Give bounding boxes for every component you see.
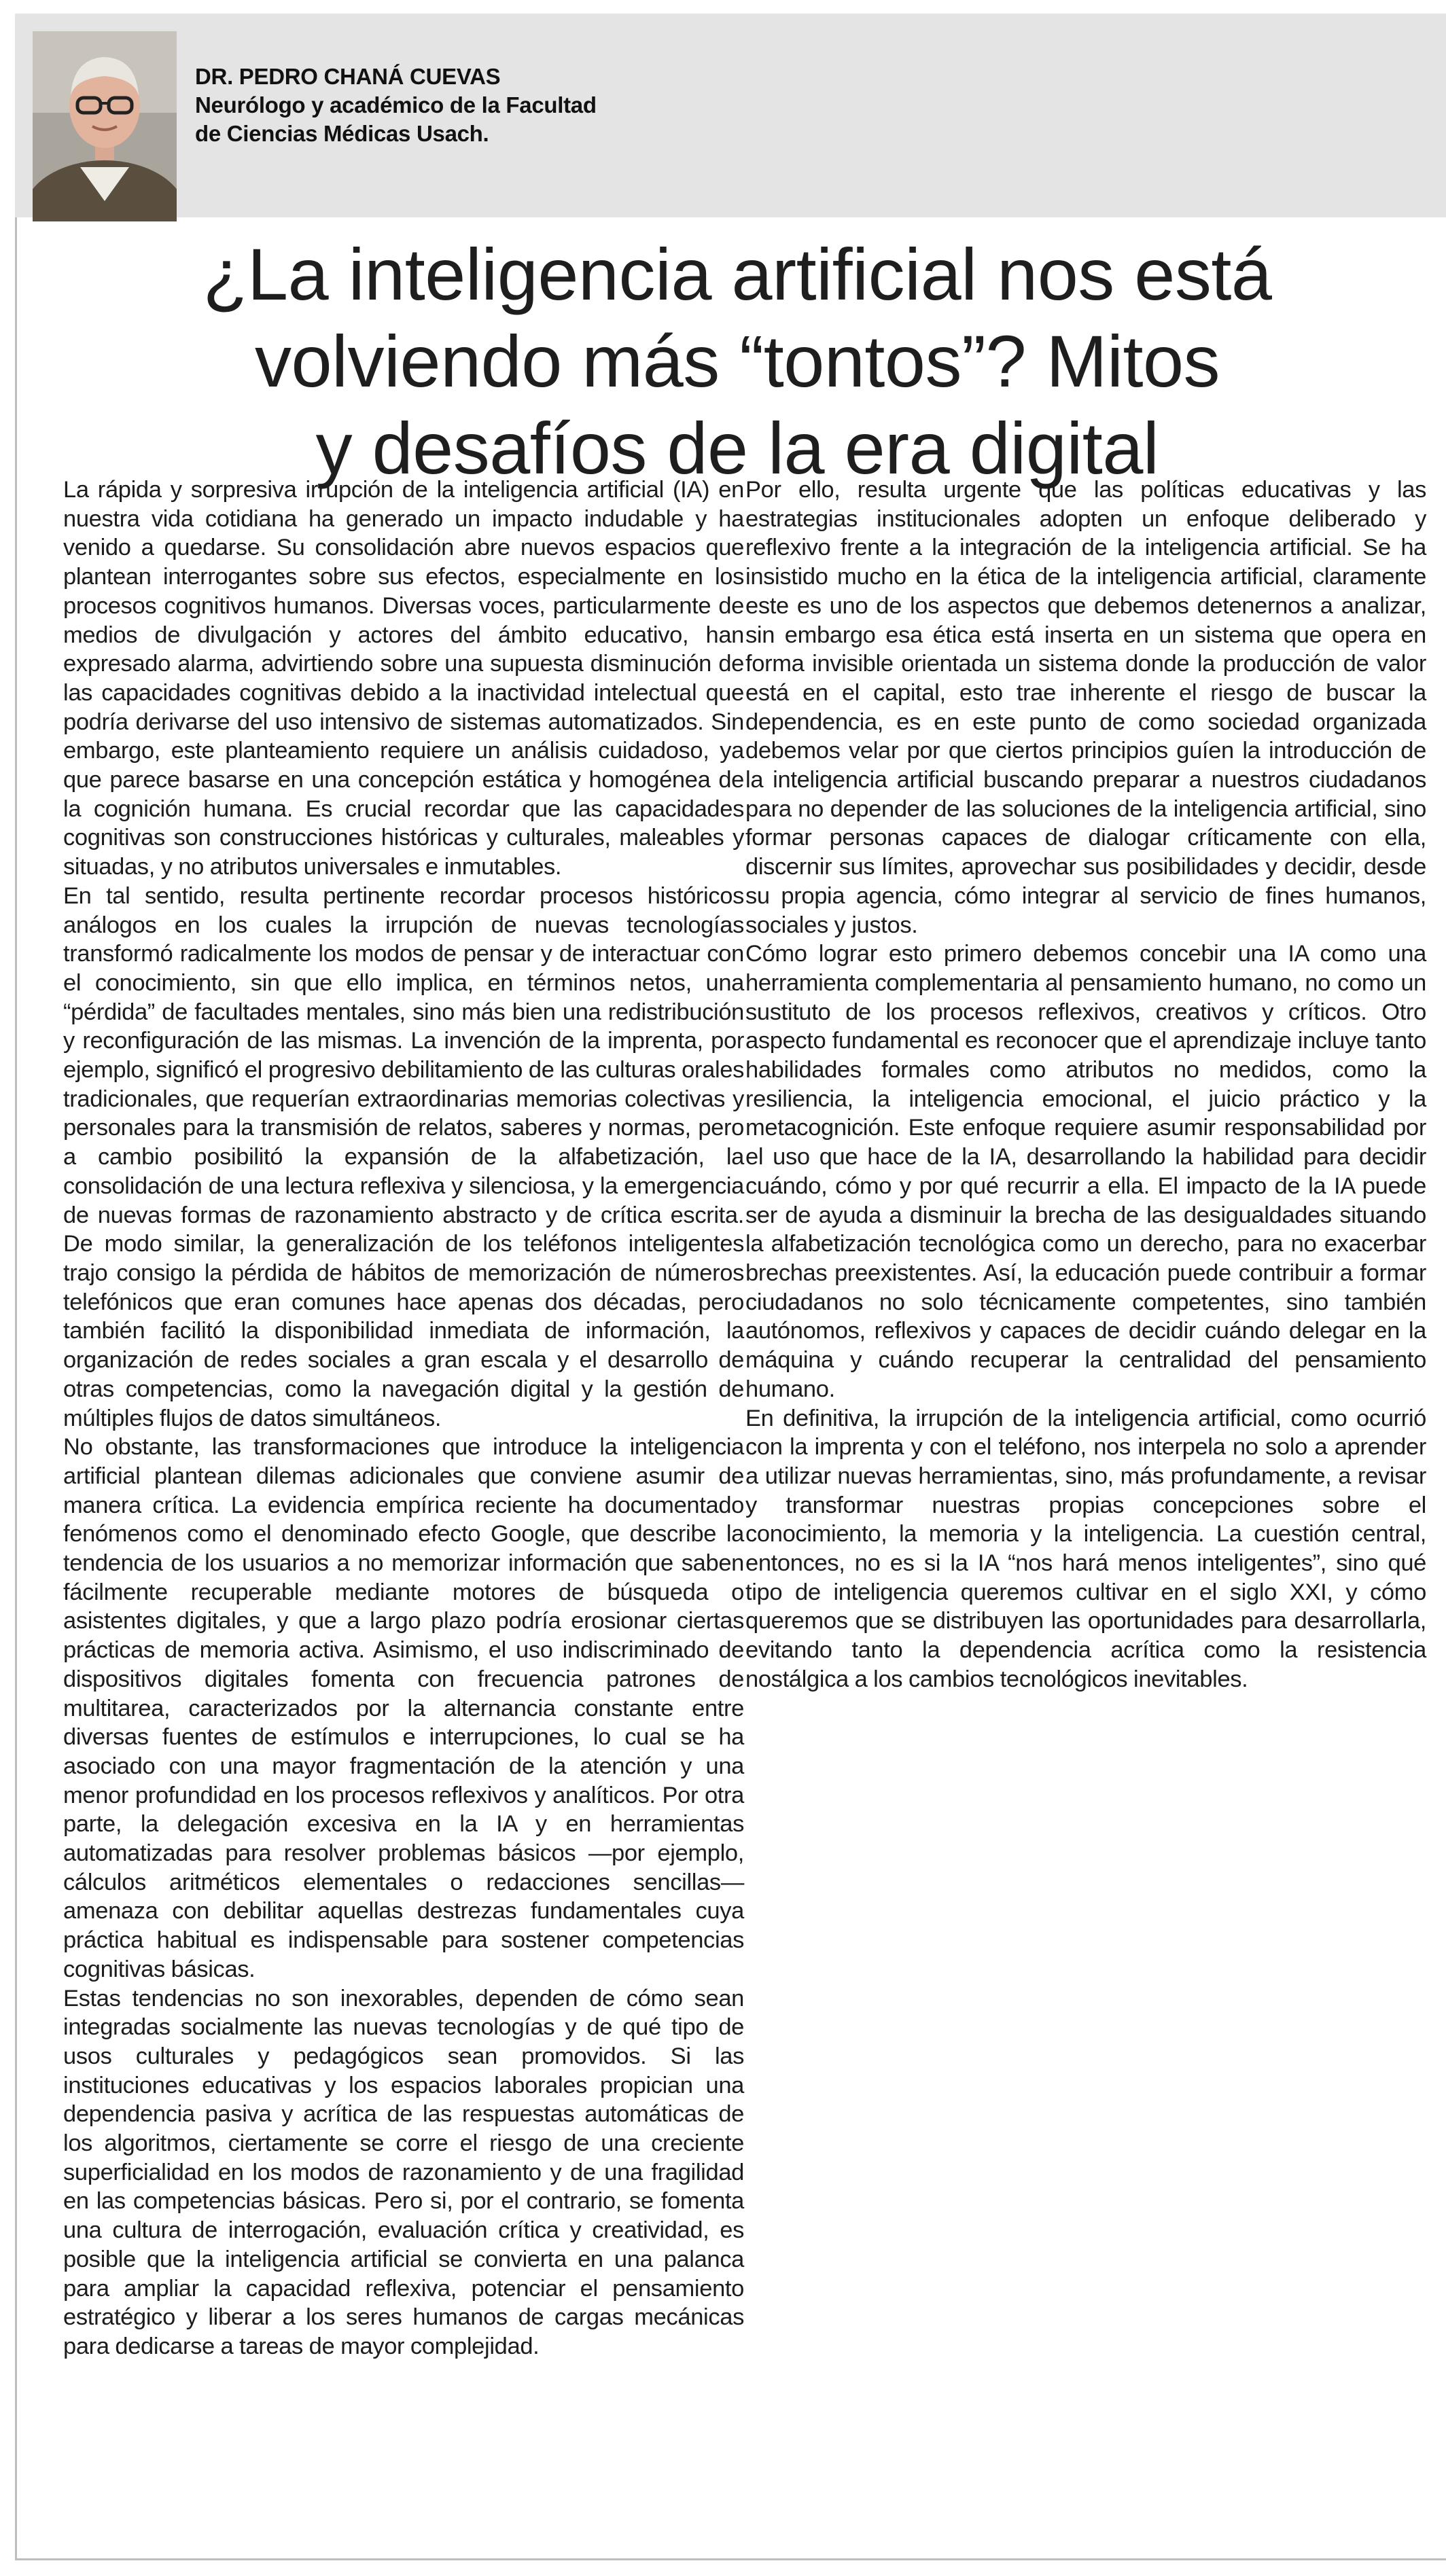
author-photo <box>33 31 177 221</box>
headline-line-1: ¿La inteligencia artificial nos está <box>202 233 1272 315</box>
author-name: DR. PEDRO CHANÁ CUEVAS <box>195 64 501 89</box>
body-paragraph-3: No obstante, las transformaciones que introduce la inteligencia artificial plantean dilemas adicionales que conviene asumir de manera crítica. La evidencia empírica reciente ha documentado fenómenos como el denominado efecto Google, que describe la tendencia de los usuarios a no memorizar información que saben fácilmente recuperable mediante motores de búsqueda o asistentes digitales, y que a largo plazo podría erosionar ciertas prácticas de memoria activa. Asimismo, el uso indiscriminado de dispositivos digitales fomenta con frecuencia patrones de multitarea, caracterizados por la alternancia constante entre diversas fuentes de estímulos e interrupciones, lo cual se ha asociado con una mayor fragmentación de la atención y una menor profundidad en los procesos reflexivos y analíticos. Por otra parte, la delegación excesiva en la IA y en herramientas automatizadas para resolver problemas básicos —por ejemplo, cálculos aritméticos elementales o redacciones sencillas— amenaza con debilitar aquellas destrezas fundamentales cuya práctica habitual es indispensable para sostener competencias cognitivas básicas. <box>63 1434 744 1982</box>
author-portrait-icon <box>33 31 177 221</box>
body-paragraph-5: Por ello, resulta urgente que las políticas educativas y las estrategias institucionales adopten un enfoque deliberado y reflexivo frente a la integración de la inteligencia artificial. Se ha insistido mucho en la ética de la inteligencia artificial, claramente este es uno de los aspectos que debemos detenernos a analizar, sin embargo esa ética está inserta en un sistema que opera en forma invisible orientada un sistema donde la producción de valor está en el capital, esto trae inherente el riesgo de buscar la dependencia, es en este punto de como sociedad organizada debemos velar por que ciertos principios guíen la introducción de la inteligencia artificial buscando preparar a nuestros ciudadanos para no depender de las soluciones de la inteligencia artificial, sino formar personas capaces de dialogar críticamente con ella, discernir sus límites, aprovechar sus posibilidades y decidir, desde su propia agencia, cómo integrar al servicio de fines humanos, sociales y justos. <box>745 477 1426 938</box>
body-paragraph-7: En definitiva, la irrupción de la inteligencia artificial, como ocurrió con la imprenta y con el teléfono, nos interpela no solo a aprender a utilizar nuevas herramientas, sino, más profundamente, a revisar y transformar nuestras propias concepciones sobre el conocimiento, la memoria y la inteligencia. La cuestión central, entonces, no es si la IA “nos hará menos inteligentes”, sino qué tipo de inteligencia queremos cultivar en el siglo XXI, y cómo queremos que se distribuyen las oportunidades para desarrollarla, evitando tanto la dependencia acrítica como la resistencia nostálgica a los cambios tecnológicos inevitables. <box>745 1405 1426 1692</box>
article-column-right <box>745 476 1426 1694</box>
body-paragraph-6: Cómo lograr esto primero debemos concebir una IA como una herramienta complementaria al pensamiento humano, no como un sustituto de los procesos reflexivos, creativos y críticos. Otro aspecto fundamental es reconocer que el aprendizaje incluye tanto habilidades formales como atributos no medidos, como la resiliencia, la inteligencia emocional, el juicio práctico y la metacognición. Este enfoque requiere asumir responsabilidad por el uso que hace de la IA, desarrollando la habilidad para decidir cuándo, cómo y por qué recurrir a ella. El impacto de la IA puede ser de ayuda a disminuir la brecha de las desigualdades situando la alfabetización tecnológica como un derecho, para no exacerbar brechas preexistentes. Así, la educación puede contribuir a formar ciudadanos no solo técnicamente competentes, sino también autónomos, reflexivos y capaces de decidir cuándo delegar en la máquina y cuándo recuperar la centralidad del pensamiento humano. <box>745 941 1426 1402</box>
author-role-line-2: de Ciencias Médicas Usach. <box>195 121 489 146</box>
body-paragraph-2: En tal sentido, resulta pertinente recordar procesos históricos análogos en los cuales la irrupción de nuevas tecnologías transformó radicalmente los modos de pensar y de interactuar con el conocimiento, sin que ello implica, en términos netos, una “pérdida” de facultades mentales, sino más bien una redistribución y reconfiguración de las mismas. La invención de la imprenta, por ejemplo, significó el progresivo debilitamiento de las culturas orales tradicionales, que requerían extraordinarias memorias colectivas y personales para la transmisión de relatos, saberes y normas, pero a cambio posibilitó la expansión de la alfabetización, la consolidación de una lectura reflexiva y silenciosa, y la emergencia de nuevas formas de razonamiento abstracto y de crítica escrita. De modo similar, la generalización de los teléfonos inteligentes trajo consigo la pérdida de hábitos de memorización de números telefónicos que eran comunes hace apenas dos décadas, pero también facilitó la disponibilidad inmediata de información, la organización de redes sociales a gran escala y el desarrollo de otras competencias, como la navegación digital y la gestión de múltiples flujos de datos simultáneos. <box>63 882 744 1431</box>
body-paragraph-4: Estas tendencias no son inexorables, dependen de cómo sean integradas socialmente las nuevas tecnologías y de qué tipo de usos culturales y pedagógicos sean promovidos. Si las instituciones educativas y los espacios laborales propician una dependencia pasiva y acrítica de las respuestas automáticas de los algoritmos, ciertamente se corre el riesgo de una creciente superficialidad en los modos de razonamiento y de una fragilidad en las competencias básicas. Pero si, por el contrario, se fomenta una cultura de interrogación, evaluación crítica y creatividad, es posible que la inteligencia artificial se convierta en una palanca para ampliar la capacidad reflexiva, potenciar el pensamiento estratégico y liberar a los seres humanos de cargas mecánicas para dedicarse a tareas de mayor complejidad. <box>63 1985 744 2359</box>
author-role-line-1: Neurólogo y académico de la Facultad <box>195 92 597 118</box>
article-column-left <box>63 476 744 2361</box>
author-byline <box>195 62 597 148</box>
body-paragraph-1: La rápida y sorpresiva irrupción de la inteligencia artificial (IA) en nuestra vida cotidiana ha generado un impacto indudable y ha venido a quedarse. Su consolidación abre nuevos espacios que plantean interrogantes sobre sus efectos, especialmente en los procesos cognitivos humanos. Diversas voces, particularmente de medios de divulgación y actores del ámbito educativo, han expresado alarma, advirtiendo sobre una supuesta disminución de las capacidades cognitivas debido a la inactividad intelectual que podría derivarse del uso intensivo de sistemas automatizados. Sin embargo, este planteamiento requiere un análisis cuidadoso, ya que parece basarse en una concepción estática y homogénea de la cognición humana. Es crucial recordar que las capacidades cognitivas son construcciones históricas y culturales, maleables y situadas, y no atributos universales e inmutables. <box>63 477 744 880</box>
headline-line-3: y desafíos de la era digital <box>315 407 1159 489</box>
headline-line-2: volviendo más “tontos”? Mitos <box>254 320 1220 402</box>
article-headline <box>82 231 1393 492</box>
